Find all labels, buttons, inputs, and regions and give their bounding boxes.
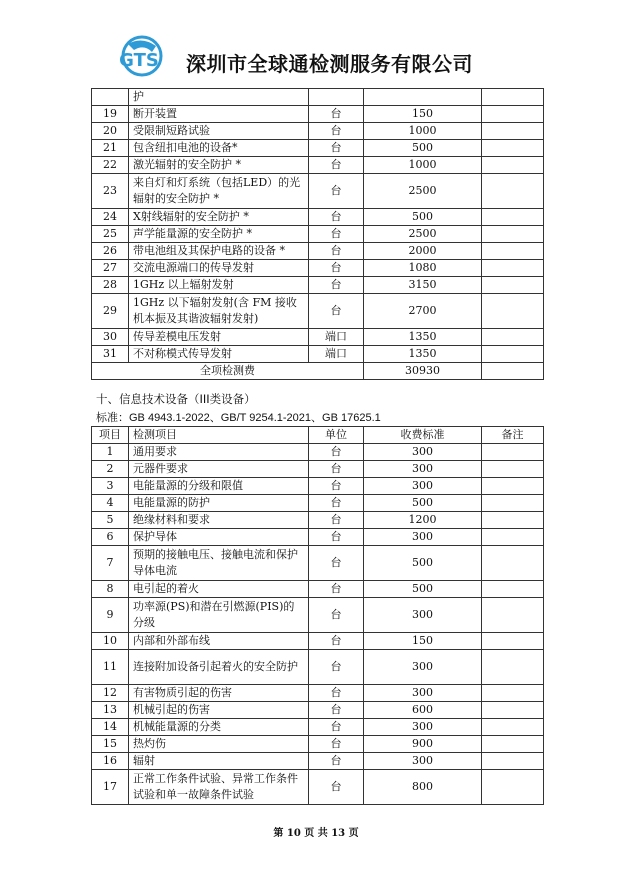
cell-item: 受限制短路试验 [129,123,309,140]
standard-line: 标准：GB 4943.1-2022、GB/T 9254.1-2021、GB 17625.1 [96,412,381,424]
cell-no: 12 [92,685,129,702]
cell-unit: 台 [309,209,364,226]
cell-fee: 500 [364,546,482,581]
cell-fee: 2700 [364,294,482,329]
cell-note [482,329,544,346]
cell-note [482,512,544,529]
cell-no: 1 [92,444,129,461]
cell-unit: 台 [309,529,364,546]
table-row [92,277,544,294]
cell-unit: 台 [309,140,364,157]
cell-item: 声学能量源的安全防护 * [129,226,309,243]
total-label: 全项检测费 [92,363,364,380]
cell-item: 通用要求 [129,444,309,461]
cell-item: 机械能量源的分类 [129,719,309,736]
cell-fee: 500 [364,495,482,512]
cell-no: 6 [92,529,129,546]
cell-fee: 900 [364,736,482,753]
cell-no: 22 [92,157,129,174]
header-no: 项目 [92,427,129,444]
cell-note [482,633,544,650]
table-row [92,346,544,363]
cell-no: 7 [92,546,129,581]
cell-fee: 300 [364,650,482,685]
cell-item: 交流电源端口的传导发射 [129,260,309,277]
total-note [482,363,544,380]
cell-no: 21 [92,140,129,157]
cell-fee: 300 [364,529,482,546]
cell-note [482,461,544,478]
cell-fee: 150 [364,633,482,650]
table-row [92,294,544,329]
cell-item: 电引起的着火 [129,581,309,598]
cell-fee: 1200 [364,512,482,529]
cell-note [482,529,544,546]
cell-fee: 3150 [364,277,482,294]
cell-no: 25 [92,226,129,243]
cell-fee: 800 [364,770,482,805]
cell-unit: 台 [309,633,364,650]
cell-no: 31 [92,346,129,363]
table-row [92,633,544,650]
cell-note [482,650,544,685]
table-row [92,209,544,226]
table-row [92,226,544,243]
cell-item: 有害物质引起的伤害 [129,685,309,702]
table-row [92,461,544,478]
cell-no: 15 [92,736,129,753]
cell-no: 30 [92,329,129,346]
cell-fee: 300 [364,685,482,702]
cell-item: 预期的接触电压、接触电流和保护导体电流 [129,546,309,581]
cell-item: 辐射 [129,753,309,770]
cell-fee: 300 [364,753,482,770]
cell-unit: 台 [309,581,364,598]
cell-unit: 端口 [309,329,364,346]
table-row [92,260,544,277]
cell-note [482,719,544,736]
cell-item: 正常工作条件试验、异常工作条件试验和单一故障条件试验 [129,770,309,805]
table-row [92,243,544,260]
cell-no: 16 [92,753,129,770]
cell-unit: 台 [309,736,364,753]
table-row [92,753,544,770]
cell-no: 8 [92,581,129,598]
cell-item: 1GHz 以上辐射发射 [129,277,309,294]
cell-no: 19 [92,106,129,123]
table-row [92,581,544,598]
cell-unit: 台 [309,461,364,478]
cell-note [482,140,544,157]
cell-fee: 1080 [364,260,482,277]
cell-unit: 台 [309,512,364,529]
table-row [92,140,544,157]
cell-unit: 端口 [309,346,364,363]
cell-fee: 300 [364,719,482,736]
cell-fee: 2500 [364,226,482,243]
cell-unit: 台 [309,598,364,633]
cell-no: 24 [92,209,129,226]
cell-no: 17 [92,770,129,805]
cell-note [482,478,544,495]
cell-fee: 500 [364,140,482,157]
cell-fee: 1350 [364,346,482,363]
table-row [92,444,544,461]
cell-note [482,495,544,512]
table-row [92,478,544,495]
cell-note [482,444,544,461]
cell-unit: 台 [309,478,364,495]
cell-no: 28 [92,277,129,294]
cell-note [482,581,544,598]
cell-unit: 台 [309,174,364,209]
cell-no: 10 [92,633,129,650]
cell-no: 9 [92,598,129,633]
cell-fee: 1000 [364,123,482,140]
cell-unit: 台 [309,719,364,736]
cell-note [482,702,544,719]
cell-unit: 台 [309,260,364,277]
table-row [92,123,544,140]
cell-item: 不对称模式传导发射 [129,346,309,363]
cell-item: 内部和外部布线 [129,633,309,650]
cell-fee: 600 [364,702,482,719]
cell-fee: 2000 [364,243,482,260]
cell-item: 功率源(PS)和潜在引燃源(PIS)的分级 [129,598,309,633]
cell-item: 包含纽扣电池的设备* [129,140,309,157]
table-row [92,495,544,512]
cell-fee: 300 [364,598,482,633]
cell-item: 保护导体 [129,529,309,546]
table-row [92,650,544,685]
cell-fee: 1350 [364,329,482,346]
fee-table-continued [91,88,544,380]
cell-no: 27 [92,260,129,277]
cell-unit [309,89,364,106]
table-row [92,174,544,209]
cell-fee: 500 [364,209,482,226]
cell-no: 13 [92,702,129,719]
table-header-row [92,427,544,444]
cell-note [482,106,544,123]
cell-no: 20 [92,123,129,140]
cell-item: 断开装置 [129,106,309,123]
cell-item: 传导差模电压发射 [129,329,309,346]
cell-no: 5 [92,512,129,529]
cell-note [482,294,544,329]
cell-note [482,123,544,140]
cell-unit: 台 [309,123,364,140]
cell-no: 3 [92,478,129,495]
cell-no: 11 [92,650,129,685]
cell-unit: 台 [309,277,364,294]
cell-note [482,174,544,209]
cell-item: 来自灯和灯系统（包括LED）的光辐射的安全防护 * [129,174,309,209]
cell-no [92,89,129,106]
cell-item: 元器件要求 [129,461,309,478]
cell-item: 带电池组及其保护电路的设备 * [129,243,309,260]
table-row [92,529,544,546]
cell-item: 热灼伤 [129,736,309,753]
cell-note [482,209,544,226]
table-row [92,106,544,123]
header-item: 检测项目 [129,427,309,444]
table-row [92,702,544,719]
svg-text:GTS: GTS [119,50,159,71]
cell-fee: 150 [364,106,482,123]
table-row [92,546,544,581]
gts-logo-icon [104,34,174,82]
cell-note [482,277,544,294]
cell-unit: 台 [309,243,364,260]
total-row [92,363,544,380]
cell-item: 1GHz 以下辐射发射(含 FM 接收机本振及其谐波辐射发射) [129,294,309,329]
cell-fee: 300 [364,461,482,478]
company-name: 深圳市全球通检测服务有限公司 [186,52,473,76]
cell-note [482,346,544,363]
cell-no: 14 [92,719,129,736]
cell-item: 电能量源的分级和限值 [129,478,309,495]
cell-note [482,226,544,243]
cell-unit: 台 [309,294,364,329]
cell-note [482,157,544,174]
cell-note [482,546,544,581]
cell-unit: 台 [309,546,364,581]
table-row [92,329,544,346]
cell-fee: 300 [364,478,482,495]
cell-no: 29 [92,294,129,329]
cell-fee: 500 [364,581,482,598]
fee-table-it-equipment [91,426,544,805]
cell-item: 护 [129,89,309,106]
cell-note [482,89,544,106]
cell-no: 23 [92,174,129,209]
cell-unit: 台 [309,444,364,461]
cell-item: 机械引起的伤害 [129,702,309,719]
table-row [92,157,544,174]
cell-note [482,736,544,753]
page-number: 第 10 页 共 13 页 [273,828,359,839]
cell-unit: 台 [309,157,364,174]
cell-note [482,685,544,702]
header-note: 备注 [482,427,544,444]
cell-unit: 台 [309,226,364,243]
cell-unit: 台 [309,753,364,770]
cell-unit: 台 [309,650,364,685]
cell-unit: 台 [309,495,364,512]
page-header [100,34,540,84]
header-fee: 收费标准 [364,427,482,444]
cell-unit: 台 [309,685,364,702]
cell-unit: 台 [309,702,364,719]
cell-fee [364,89,482,106]
table-row [92,770,544,805]
header-unit: 单位 [309,427,364,444]
cell-fee: 300 [364,444,482,461]
cell-unit: 台 [309,106,364,123]
table-row [92,736,544,753]
cell-fee: 1000 [364,157,482,174]
cell-no: 4 [92,495,129,512]
table-row [92,685,544,702]
table-row [92,719,544,736]
table-row [92,512,544,529]
cell-unit: 台 [309,770,364,805]
cell-note [482,753,544,770]
cell-item: 电能量源的防护 [129,495,309,512]
total-fee: 30930 [364,363,482,380]
cell-note [482,770,544,805]
cell-item: 绝缘材料和要求 [129,512,309,529]
table-row [92,89,544,106]
cell-note [482,243,544,260]
cell-item: X射线辐射的安全防护 * [129,209,309,226]
cell-item: 激光辐射的安全防护 * [129,157,309,174]
cell-item: 连接附加设备引起着火的安全防护 [129,650,309,685]
cell-no: 26 [92,243,129,260]
cell-no: 2 [92,461,129,478]
cell-note [482,598,544,633]
section-title: 十、信息技术设备（III类设备） [96,392,256,406]
cell-fee: 2500 [364,174,482,209]
cell-note [482,260,544,277]
table-row [92,598,544,633]
